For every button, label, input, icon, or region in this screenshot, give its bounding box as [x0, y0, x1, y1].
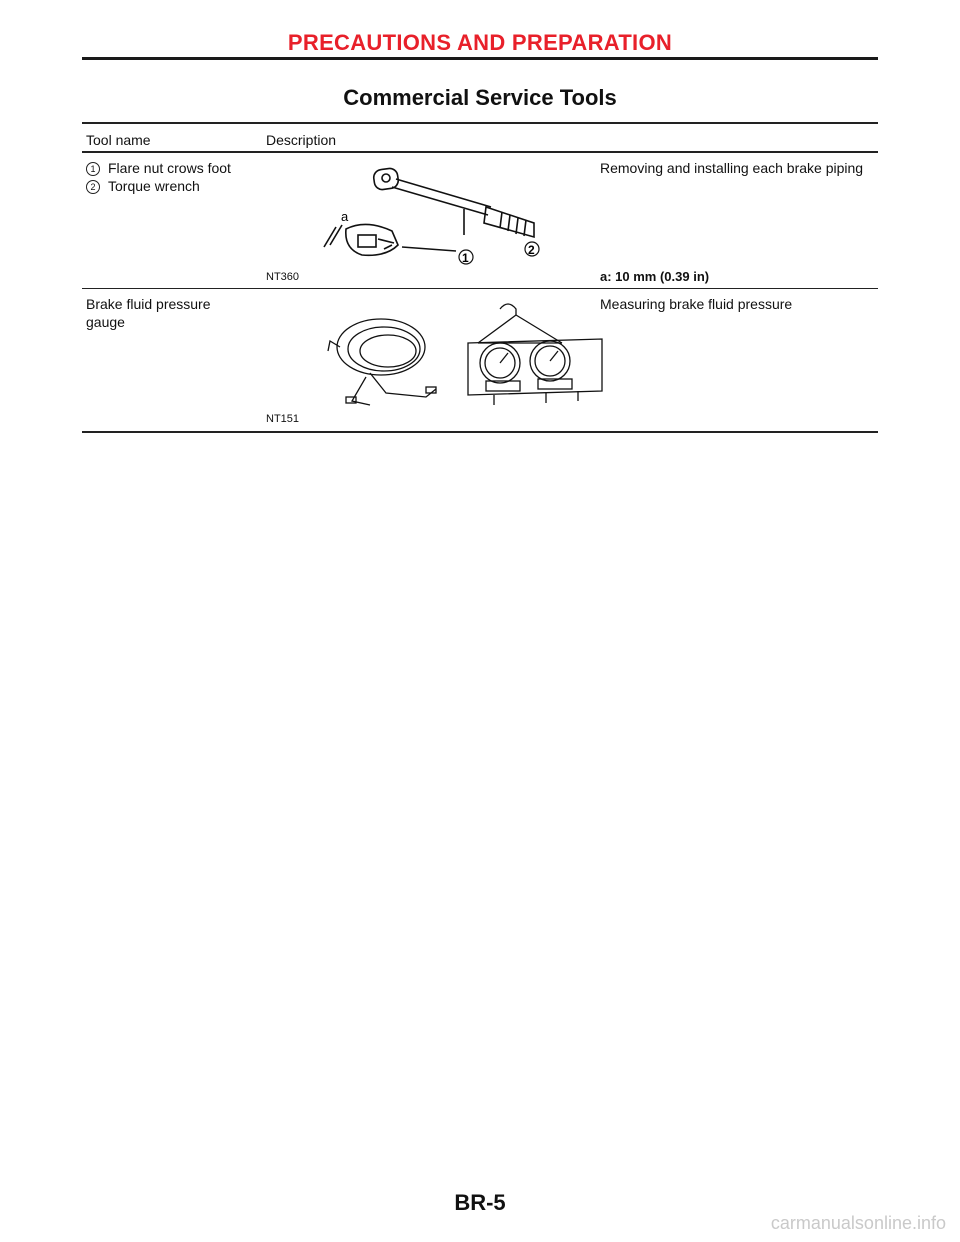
tool-name-cell	[86, 159, 231, 195]
description-text: Measuring brake fluid pressure	[600, 296, 793, 312]
tool-item-label: Flare nut crows foot	[108, 160, 231, 176]
image-code: NT151	[266, 413, 300, 425]
image-code: NT360	[266, 271, 300, 283]
tool-item	[86, 177, 231, 195]
table-row	[82, 153, 878, 289]
tools-table	[82, 122, 878, 433]
tool-name-line: gauge	[86, 314, 125, 330]
tool-item-label: Torque wrench	[108, 178, 200, 194]
section-header: PRECAUTIONS AND PREPARATION	[287, 30, 673, 55]
description-text: Removing and installing each brake piping	[600, 160, 864, 176]
part-2-label: 2	[528, 243, 535, 257]
col-tool-name: Tool name	[86, 132, 151, 148]
tool-item	[86, 159, 231, 177]
watermark: carmanualsonline.info	[770, 1213, 946, 1233]
dimension-a-label: a	[341, 209, 349, 224]
part-1-label: 1	[462, 251, 469, 265]
col-description: Description	[266, 132, 337, 148]
page-title: Commercial Service Tools	[343, 85, 617, 110]
number-2-icon: 2	[86, 180, 100, 194]
header-rule	[82, 57, 878, 60]
table-row	[82, 289, 878, 433]
dimension-note: a: 10 mm (0.39 in)	[600, 269, 710, 284]
page-number: BR-5	[454, 1190, 506, 1215]
footer	[0, 1213, 960, 1234]
number-1-icon: 1	[86, 162, 100, 176]
brake-fluid-pressure-gauge-illustration	[326, 301, 606, 411]
tool-name-line: Brake fluid pressure	[86, 296, 211, 312]
tool-name-cell	[86, 295, 211, 331]
flare-nut-torque-wrench-illustration	[306, 165, 558, 275]
table-header-row	[82, 122, 878, 153]
